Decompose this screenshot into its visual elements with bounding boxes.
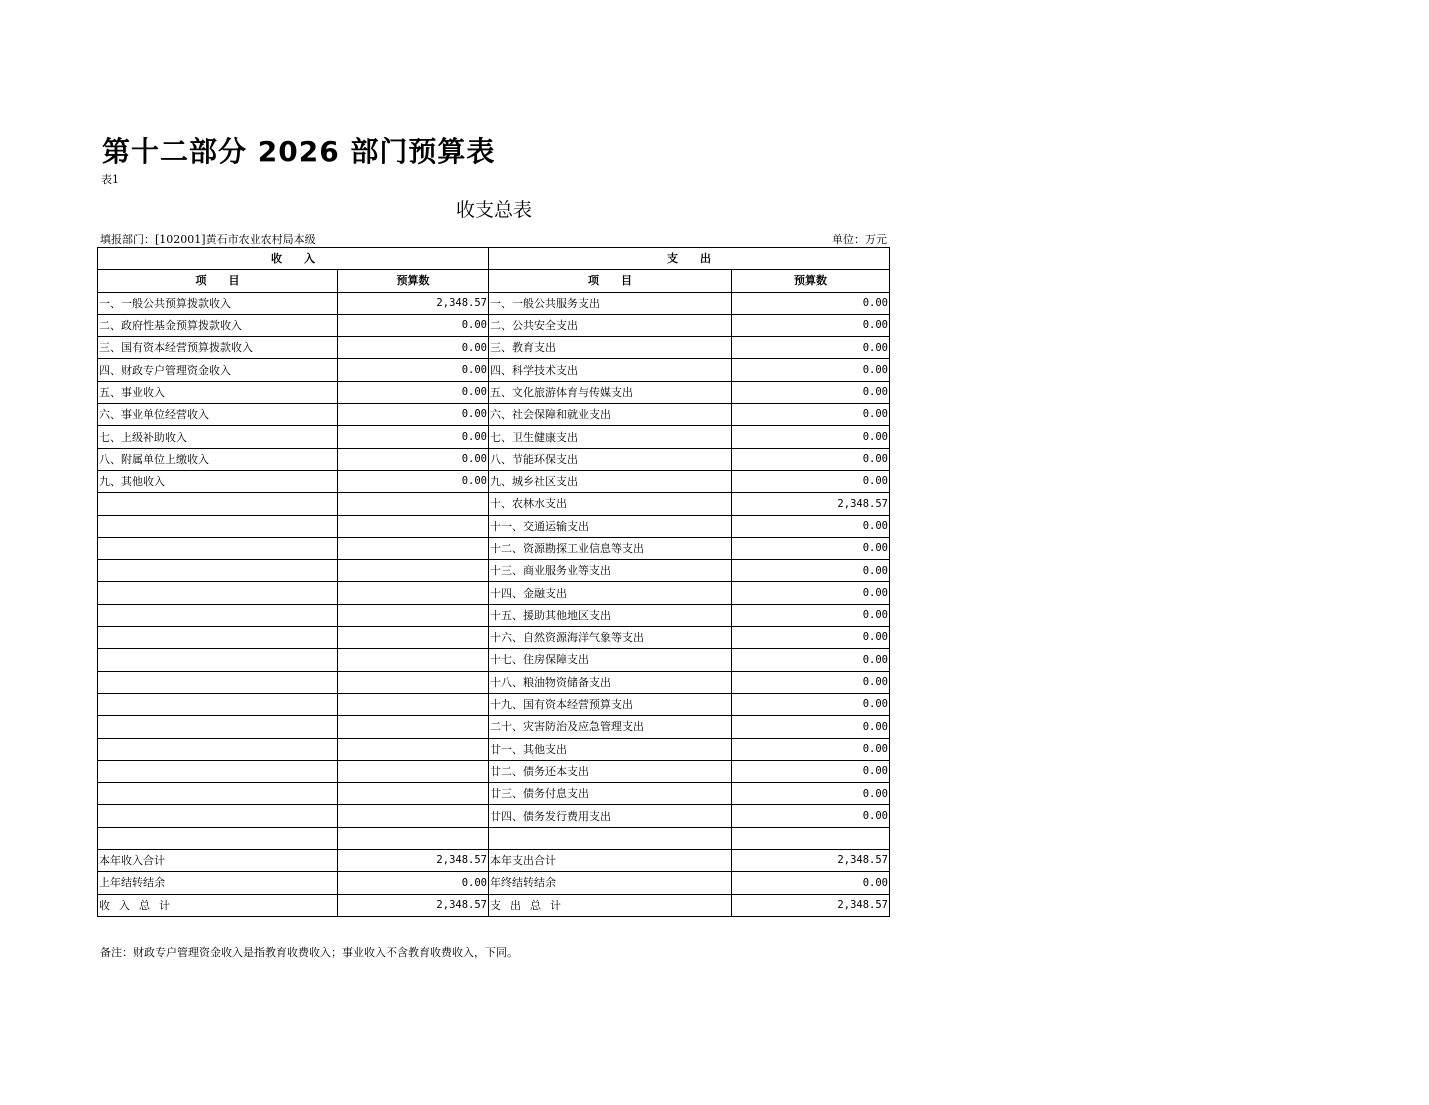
table-row xyxy=(98,537,890,559)
income-amount-cell xyxy=(338,671,489,693)
income-amount-cell xyxy=(338,604,489,626)
table-row xyxy=(98,515,890,537)
table-body xyxy=(98,292,890,916)
table-row xyxy=(98,470,890,492)
income-item-cell xyxy=(98,671,338,693)
income-item-cell: 收入总计 xyxy=(98,894,338,916)
table-number: 表1 xyxy=(101,173,119,186)
table-row xyxy=(98,805,890,827)
group-header-row xyxy=(98,248,890,270)
income-amount-cell: 0.00 xyxy=(338,872,489,894)
expense-amount-cell: 0.00 xyxy=(732,515,890,537)
income-item-cell xyxy=(98,604,338,626)
expense-amount-cell: 0.00 xyxy=(732,582,890,604)
income-item-cell: 三、国有资本经营预算拨款收入 xyxy=(98,337,338,359)
expense-item-cell: 年终结转结余 xyxy=(489,872,732,894)
expense-item-cell: 十六、自然资源海洋气象等支出 xyxy=(489,627,732,649)
unit-label: 单位：万元 xyxy=(832,233,887,246)
table-row xyxy=(98,783,890,805)
income-item-cell xyxy=(98,560,338,582)
income-amount-header: 预算数 xyxy=(338,270,489,292)
expense-item-cell: 二十、灾害防治及应急管理支出 xyxy=(489,716,732,738)
expense-item-cell xyxy=(489,827,732,849)
footnote: 备注：财政专户管理资金收入是指教育收费收入；事业收入不含教育收费收入，下同。 xyxy=(100,946,518,959)
table-row xyxy=(98,872,890,894)
income-amount-cell: 0.00 xyxy=(338,404,489,426)
expense-amount-cell: 0.00 xyxy=(732,314,890,336)
expense-amount-cell: 0.00 xyxy=(732,359,890,381)
expense-item-cell: 本年支出合计 xyxy=(489,850,732,872)
income-amount-cell xyxy=(338,537,489,559)
income-item-cell xyxy=(98,582,338,604)
table-row xyxy=(98,604,890,626)
expense-amount-cell: 2,348.57 xyxy=(732,850,890,872)
table-row xyxy=(98,292,890,314)
income-item-cell: 上年结转结余 xyxy=(98,872,338,894)
table-row xyxy=(98,381,890,403)
expense-item-cell: 五、文化旅游体育与传媒支出 xyxy=(489,381,732,403)
income-amount-cell xyxy=(338,738,489,760)
income-item-cell xyxy=(98,627,338,649)
table-row xyxy=(98,448,890,470)
income-item-cell xyxy=(98,760,338,782)
expense-amount-cell: 0.00 xyxy=(732,537,890,559)
table-row xyxy=(98,894,890,916)
income-amount-cell: 2,348.57 xyxy=(338,894,489,916)
income-item-cell xyxy=(98,738,338,760)
expense-amount-header: 预算数 xyxy=(732,270,890,292)
expense-amount-cell: 0.00 xyxy=(732,649,890,671)
expense-item-cell: 十八、粮油物资储备支出 xyxy=(489,671,732,693)
income-amount-cell: 0.00 xyxy=(338,426,489,448)
report-title: 收支总表 xyxy=(455,199,532,221)
expense-item-cell: 十二、资源勘探工业信息等支出 xyxy=(489,537,732,559)
table-row xyxy=(98,649,890,671)
expense-amount-cell: 2,348.57 xyxy=(732,894,890,916)
expense-item-cell: 廿二、债务还本支出 xyxy=(489,760,732,782)
income-item-cell xyxy=(98,827,338,849)
expense-item-cell: 七、卫生健康支出 xyxy=(489,426,732,448)
income-amount-cell xyxy=(338,582,489,604)
table-row xyxy=(98,404,890,426)
income-amount-cell xyxy=(338,515,489,537)
table-row xyxy=(98,314,890,336)
income-amount-cell xyxy=(338,693,489,715)
column-header-row xyxy=(98,270,890,292)
expense-amount-cell: 0.00 xyxy=(732,738,890,760)
expense-amount-cell: 0.00 xyxy=(732,604,890,626)
expense-item-cell: 十五、援助其他地区支出 xyxy=(489,604,732,626)
income-amount-cell: 0.00 xyxy=(338,359,489,381)
income-amount-cell: 0.00 xyxy=(338,470,489,492)
expense-amount-cell: 0.00 xyxy=(732,872,890,894)
table-row xyxy=(98,627,890,649)
table-row xyxy=(98,359,890,381)
expense-item-cell: 十四、金融支出 xyxy=(489,582,732,604)
income-expense-table xyxy=(97,247,890,917)
expense-amount-cell: 0.00 xyxy=(732,693,890,715)
income-amount-cell: 0.00 xyxy=(338,337,489,359)
income-item-cell: 一、一般公共预算拨款收入 xyxy=(98,292,338,314)
income-amount-cell: 2,348.57 xyxy=(338,292,489,314)
income-item-cell: 六、事业单位经营收入 xyxy=(98,404,338,426)
table-row xyxy=(98,738,890,760)
income-amount-cell: 2,348.57 xyxy=(338,850,489,872)
reporting-department: 填报部门：[102001]黄石市农业农村局本级 xyxy=(100,233,316,246)
income-amount-cell xyxy=(338,783,489,805)
expense-amount-cell: 0.00 xyxy=(732,404,890,426)
expense-amount-cell: 0.00 xyxy=(732,381,890,403)
income-item-cell xyxy=(98,805,338,827)
expense-group-header: 支 出 xyxy=(489,248,890,270)
page-title: 第十二部分 2026 部门预算表 xyxy=(102,135,496,168)
income-amount-cell: 0.00 xyxy=(338,314,489,336)
expense-item-cell: 十七、住房保障支出 xyxy=(489,649,732,671)
expense-amount-cell: 0.00 xyxy=(732,426,890,448)
table-row xyxy=(98,493,890,515)
table-row xyxy=(98,671,890,693)
expense-amount-cell xyxy=(732,827,890,849)
expense-amount-cell: 0.00 xyxy=(732,470,890,492)
income-amount-cell xyxy=(338,493,489,515)
income-item-cell: 本年收入合计 xyxy=(98,850,338,872)
expense-amount-cell: 0.00 xyxy=(732,337,890,359)
expense-amount-cell: 0.00 xyxy=(732,560,890,582)
income-amount-cell xyxy=(338,760,489,782)
table-row xyxy=(98,716,890,738)
income-item-cell xyxy=(98,693,338,715)
income-item-cell xyxy=(98,783,338,805)
expense-item-cell: 三、教育支出 xyxy=(489,337,732,359)
expense-item-cell: 廿三、债务付息支出 xyxy=(489,783,732,805)
income-item-cell xyxy=(98,515,338,537)
expense-amount-cell: 0.00 xyxy=(732,671,890,693)
expense-item-cell: 六、社会保障和就业支出 xyxy=(489,404,732,426)
expense-amount-cell: 0.00 xyxy=(732,292,890,314)
expense-item-cell: 十一、交通运输支出 xyxy=(489,515,732,537)
income-item-cell: 五、事业收入 xyxy=(98,381,338,403)
expense-item-cell: 廿一、其他支出 xyxy=(489,738,732,760)
table-row xyxy=(98,827,890,849)
income-item-header: 项 目 xyxy=(98,270,338,292)
income-amount-cell xyxy=(338,649,489,671)
table-row xyxy=(98,582,890,604)
income-item-cell xyxy=(98,537,338,559)
income-item-cell xyxy=(98,716,338,738)
expense-item-cell: 十九、国有资本经营预算支出 xyxy=(489,693,732,715)
expense-item-cell: 八、节能环保支出 xyxy=(489,448,732,470)
expense-amount-cell: 0.00 xyxy=(732,805,890,827)
table-row xyxy=(98,693,890,715)
income-amount-cell xyxy=(338,805,489,827)
table-row xyxy=(98,337,890,359)
income-amount-cell xyxy=(338,827,489,849)
income-item-cell: 四、财政专户管理资金收入 xyxy=(98,359,338,381)
income-item-cell: 九、其他收入 xyxy=(98,470,338,492)
income-amount-cell: 0.00 xyxy=(338,381,489,403)
expense-item-cell: 四、科学技术支出 xyxy=(489,359,732,381)
expense-amount-cell: 0.00 xyxy=(732,448,890,470)
expense-amount-cell: 0.00 xyxy=(732,627,890,649)
expense-amount-cell: 0.00 xyxy=(732,760,890,782)
income-item-cell xyxy=(98,649,338,671)
income-amount-cell xyxy=(338,627,489,649)
income-item-cell xyxy=(98,493,338,515)
expense-item-cell: 一、一般公共服务支出 xyxy=(489,292,732,314)
expense-item-header: 项 目 xyxy=(489,270,732,292)
table-row xyxy=(98,560,890,582)
income-amount-cell xyxy=(338,716,489,738)
income-amount-cell xyxy=(338,560,489,582)
table-row xyxy=(98,850,890,872)
income-group-header: 收 入 xyxy=(98,248,489,270)
income-item-cell: 八、附属单位上缴收入 xyxy=(98,448,338,470)
table-row xyxy=(98,760,890,782)
expense-amount-cell: 0.00 xyxy=(732,783,890,805)
expense-item-cell: 二、公共安全支出 xyxy=(489,314,732,336)
income-item-cell: 二、政府性基金预算拨款收入 xyxy=(98,314,338,336)
table-row xyxy=(98,426,890,448)
expense-item-cell: 九、城乡社区支出 xyxy=(489,470,732,492)
expense-item-cell: 支出总计 xyxy=(489,894,732,916)
expense-item-cell: 廿四、债务发行费用支出 xyxy=(489,805,732,827)
income-amount-cell: 0.00 xyxy=(338,448,489,470)
expense-amount-cell: 2,348.57 xyxy=(732,493,890,515)
income-item-cell: 七、上级补助收入 xyxy=(98,426,338,448)
expense-amount-cell: 0.00 xyxy=(732,716,890,738)
expense-item-cell: 十三、商业服务业等支出 xyxy=(489,560,732,582)
expense-item-cell: 十、农林水支出 xyxy=(489,493,732,515)
